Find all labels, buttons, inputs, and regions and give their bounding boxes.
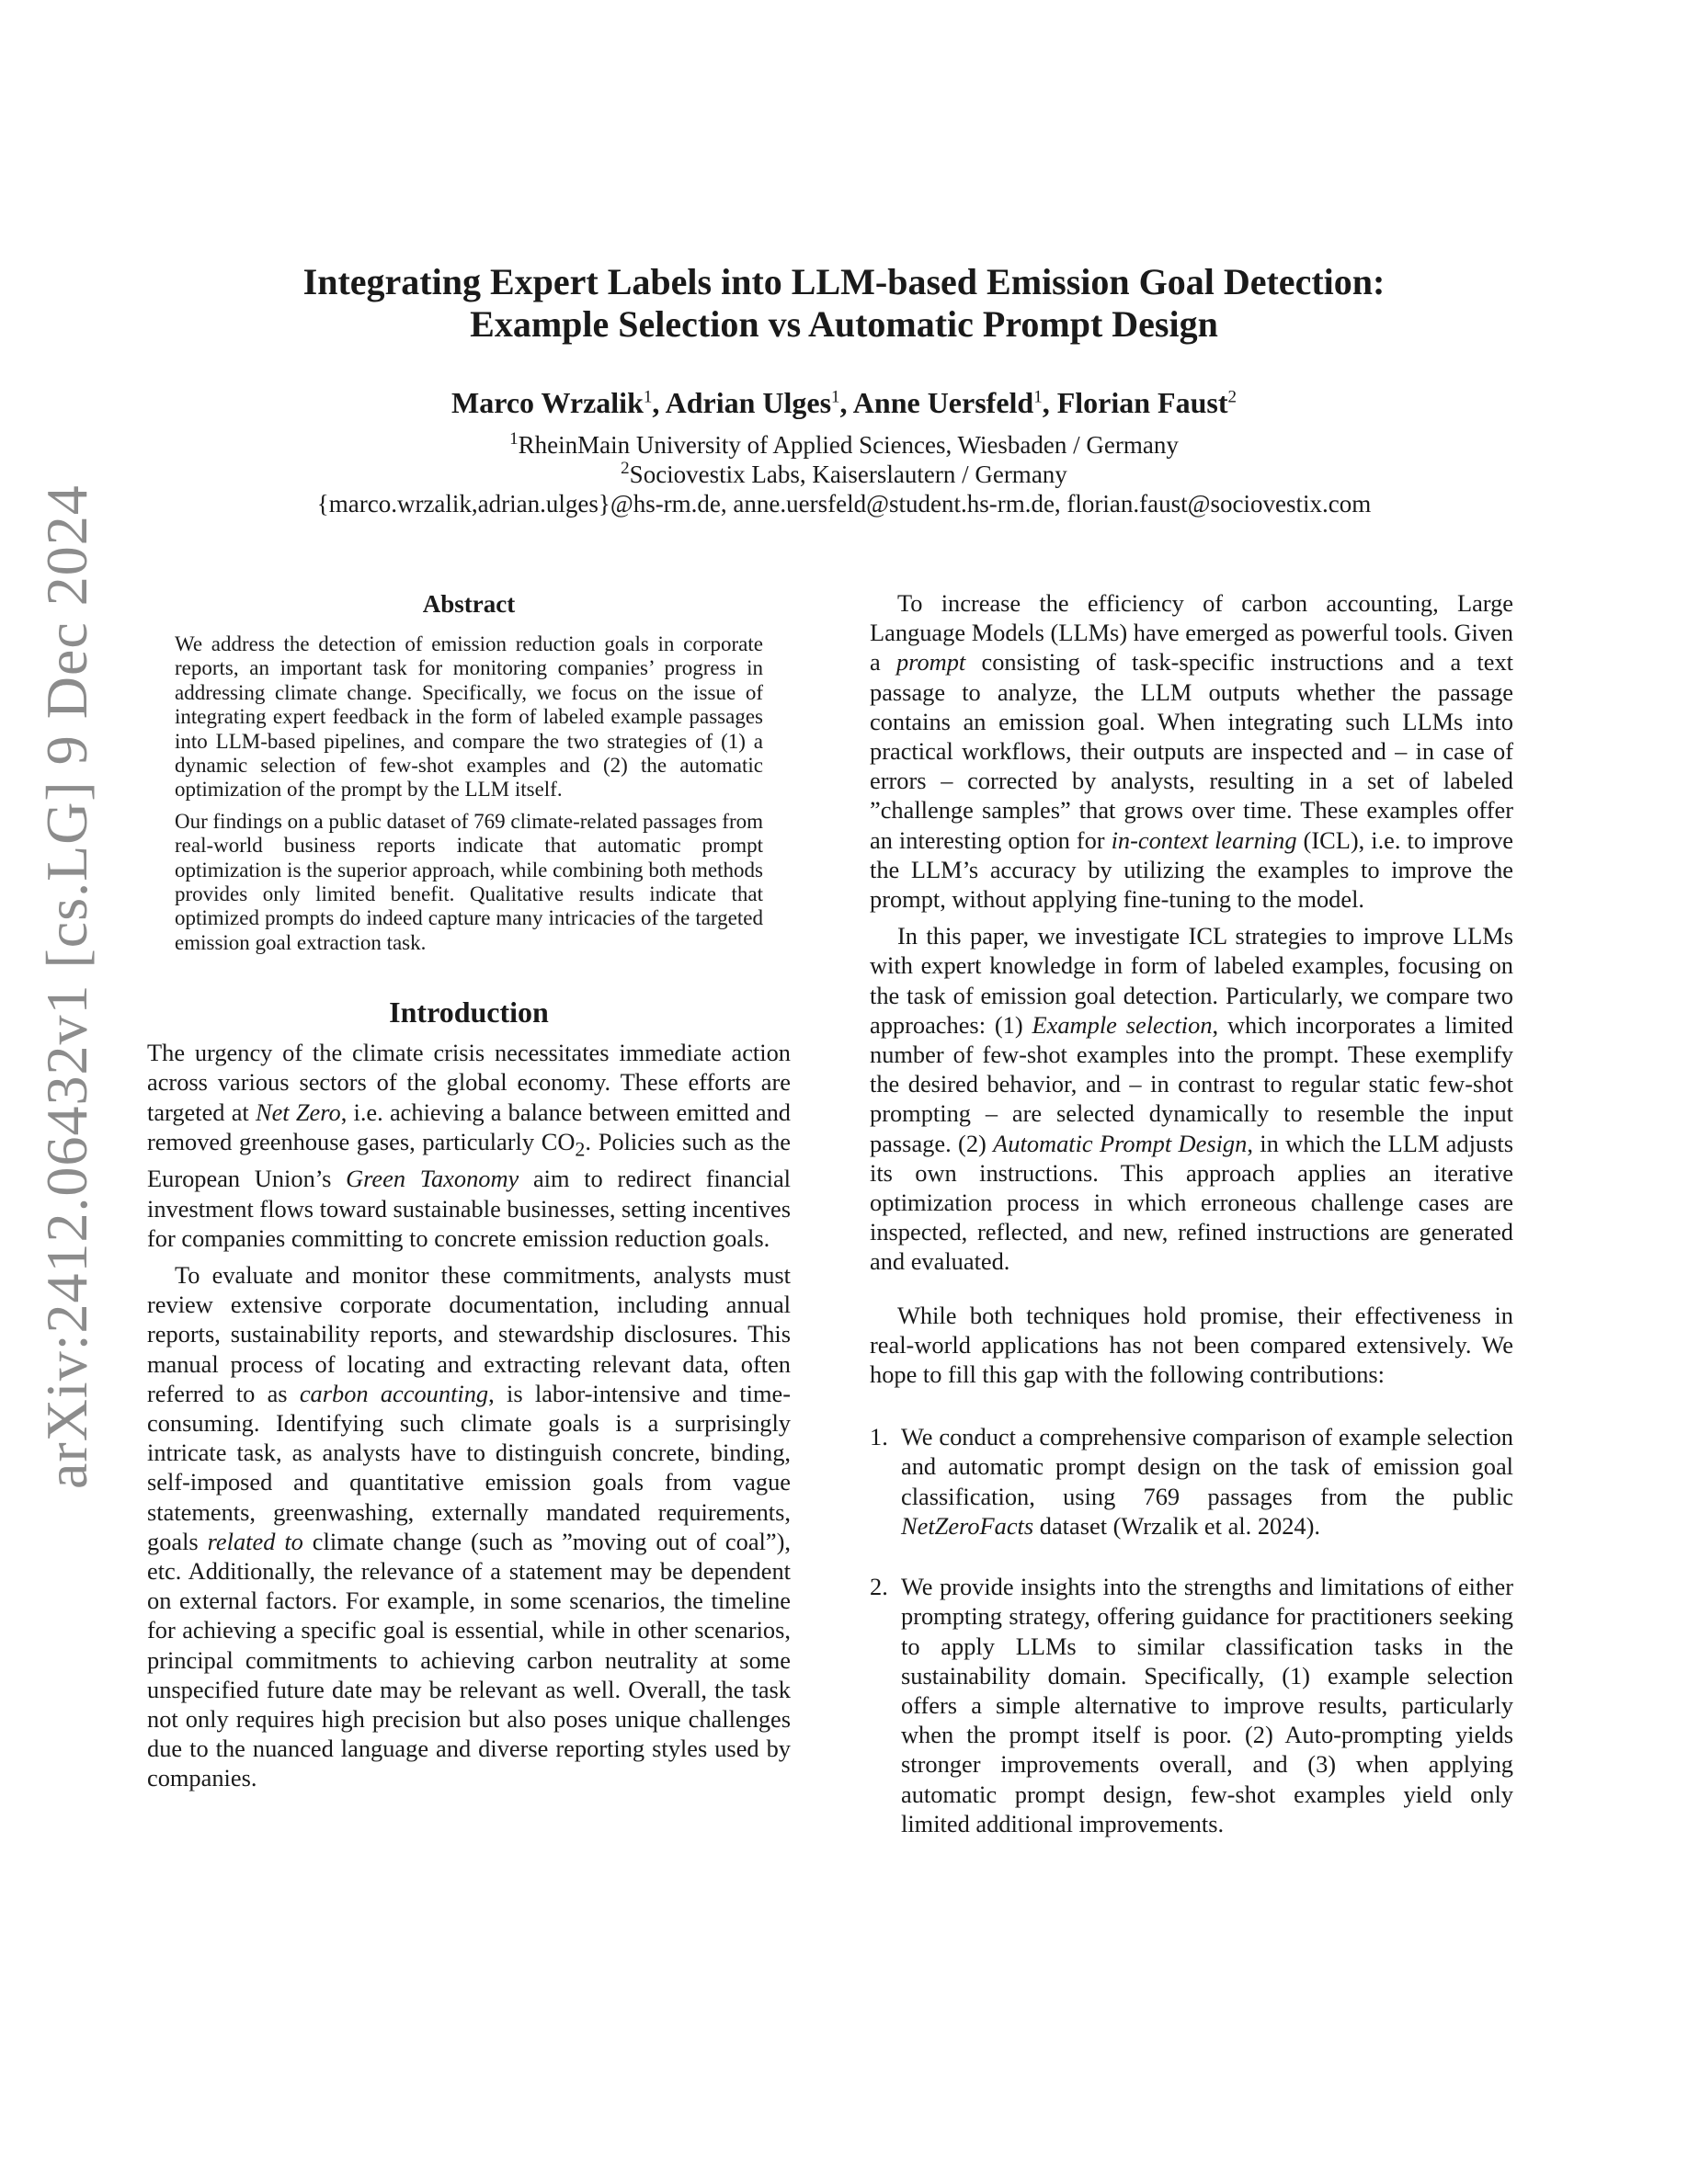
right-column bbox=[870, 588, 1513, 1838]
body-paragraph: To increase the efficiency of carbon accounting, Large Language Models (LLMs) have emerged as powerful tools. Given a prompt consisting of task-specific instructions and a text passage to analyze, the LLM outputs whether the passage contains an emission goal. When integrating such LLMs into practical workflows, their outputs are inspected and – in case of errors – corrected by analysts, resulting in a set of labeled ”challenge samples” that grows over time. These examples offer an interesting option for in-context learning (ICL), i.e. to improve the LLM’s accuracy by utilizing the examples to improve the prompt, without applying fine-tuning to the model. bbox=[870, 589, 1513, 914]
affiliation bbox=[147, 430, 1541, 460]
list-item-text: We provide insights into the strengths and limitations of either prompting strategy, offering guidance for practitioners seeking to apply LLMs to similar classification tasks in the sustainability domain. Specifically, (1) example selection offers a simple alternative to improve results, particularly when the prompt itself is poor. (2) Auto-prompting yields stronger improvements overall, and (3) when applying automatic prompt design, few-shot examples yield only limited additional improvements. bbox=[901, 1573, 1513, 1837]
left-column bbox=[147, 588, 791, 1793]
author-affil-mark: 1 bbox=[643, 387, 653, 407]
affiliation-text: RheinMain University of Applied Sciences, Wiesbaden / Germany bbox=[518, 431, 1179, 459]
introduction-body-continued bbox=[870, 588, 1513, 1389]
paper-title bbox=[147, 261, 1541, 346]
contribution-list bbox=[870, 1422, 1513, 1838]
list-number: 2. bbox=[870, 1573, 888, 1601]
author-name: Anne Uersfeld bbox=[852, 386, 1034, 419]
abstract bbox=[175, 632, 763, 955]
list-item bbox=[870, 1422, 1513, 1541]
title-line-2: Example Selection vs Automatic Prompt Design bbox=[470, 303, 1218, 345]
author-separator: , bbox=[1042, 386, 1057, 419]
title-line-1: Integrating Expert Labels into LLM-based Emission Goal Detection: bbox=[302, 261, 1386, 302]
author-name: Marco Wrzalik bbox=[451, 386, 644, 419]
arxiv-stamp: arXiv:2412.06432v1 [cs.LG] 9 Dec 2024 bbox=[34, 484, 99, 1489]
affiliation-text: Sociovestix Labs, Kaiserslautern / Germany bbox=[629, 461, 1067, 488]
author-affil-mark: 1 bbox=[831, 387, 840, 407]
affiliation-mark: 1 bbox=[509, 429, 519, 449]
list-item bbox=[870, 1572, 1513, 1838]
affiliation bbox=[147, 460, 1541, 489]
section-heading: Introduction bbox=[389, 995, 549, 1029]
list-item-text: We conduct a comprehensive comparison of example selection and automatic prompt design on the task of emission goal classification, using 769 passages from the public NetZeroFacts dataset (Wrzalik et al. 2024). bbox=[901, 1423, 1513, 1540]
author-separator: , bbox=[652, 386, 666, 419]
author-emails: {marco.wrzalik,adrian.ulges}@hs-rm.de, anne.uersfeld@student.hs-rm.de, florian.faust@sociovestix.com bbox=[316, 490, 1372, 518]
body-paragraph: While both techniques hold promise, their effectiveness in real-world applications has not been compared extensively. We hope to fill this gap with the following contributions: bbox=[870, 1301, 1513, 1389]
abstract-paragraph: Our findings on a public dataset of 769 climate-related passages from real-world business reports indicate that automatic prompt optimization is the superior approach, while combining both methods provides only limited benefit. Qualitative results indicate that optimized prompts do indeed capture many intricacies of the targeted emission goal extraction task. bbox=[175, 809, 763, 954]
body-paragraph: In this paper, we investigate ICL strategies to improve LLMs with expert knowledge in form of labeled examples, focusing on the task of emission goal detection. Particularly, we compare two approaches: (1) Example selection, which incorporates a limited number of few-shot examples into the prompt. These exemplify the desired behavior, and – in contrast to regular static few-shot prompting – are selected dynamically to resemble the input passage. (2) Automatic Prompt Design, in which the LLM adjusts its own instructions. This approach applies an iterative optimization process in which erroneous challenge cases are inspected, reflected, and new, refined instructions are generated and evaluated. bbox=[870, 922, 1513, 1276]
abstract-heading: Abstract bbox=[422, 590, 516, 618]
affiliation-mark: 2 bbox=[621, 459, 630, 478]
body-paragraph: To evaluate and monitor these commitments, analysts must review extensive corporate documentation, including annual reports, sustainability reports, and stewardship disclosures. This manual process of locating and extracting relevant data, often referred to as carbon accounting, is labor-intensive and time-consuming. Identifying such climate goals is a surprisingly intricate task, as analysts have to distinguish concrete, binding, self-imposed and quantitative emission goals from vague statements, greenwashing, externally mandated requirements, goals related to climate change (such as ”moving out of coal”), etc. Additionally, the relevance of a statement may be dependent on external factors. For example, in some scenarios, the timeline for achieving a specific goal is essential, while in other scenarios, principal commitments to achieving carbon neutrality at some unspecified future date may be relevant as well. Overall, the task not only requires high precision but also poses unique challenges due to the nuanced language and diverse reporting styles used by companies. bbox=[147, 1260, 791, 1792]
body-paragraph: The urgency of the climate crisis necessitates immediate action across various sectors of the global economy. These efforts are targeted at Net Zero, i.e. achieving a balance between emitted and removed greenhouse gases, particularly $CO_2$. Policies such as the European Union’s Green Taxonomy aim to redirect financial investment flows toward sustainable businesses, setting incentives for companies committing to concrete emission reduction goals. bbox=[147, 1039, 792, 1252]
author-affil-mark: 2 bbox=[1227, 387, 1237, 407]
author-list bbox=[147, 384, 1541, 421]
author-affil-mark: 1 bbox=[1033, 387, 1043, 407]
list-number: 1. bbox=[870, 1423, 888, 1451]
author-name: Adrian Ulges bbox=[665, 386, 832, 419]
author-separator: , bbox=[839, 386, 853, 419]
author-name: Florian Faust bbox=[1056, 386, 1228, 419]
introduction-body bbox=[147, 1038, 791, 1792]
abstract-paragraph: We address the detection of emission reduction goals in corporate reports, an important task for monitoring companies’ progress in addressing climate change. Specifically, we focus on the issue of integrating expert feedback in the form of labeled example passages into LLM-based pipelines, and compare the two strategies of (1) a dynamic selection of few-shot examples and (2) the automatic optimization of the prompt by the LLM itself. bbox=[175, 632, 763, 802]
